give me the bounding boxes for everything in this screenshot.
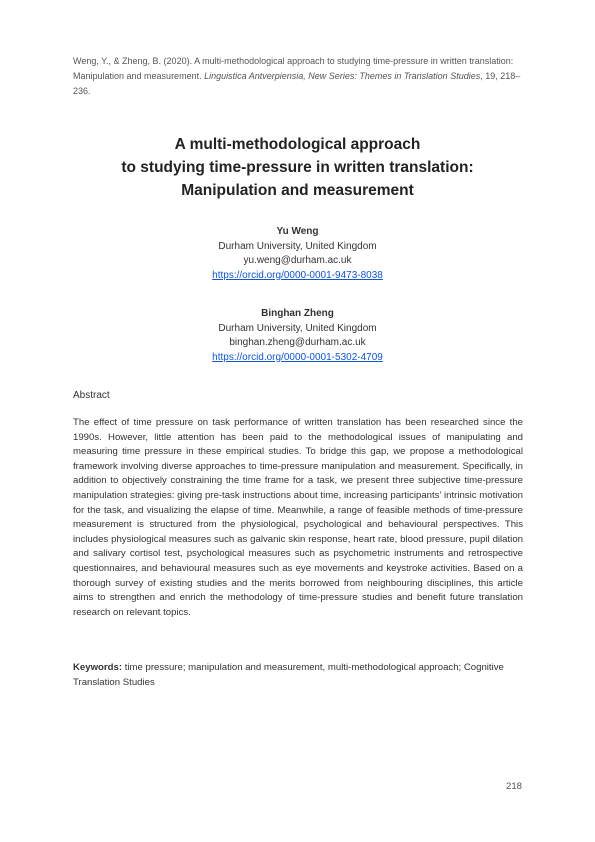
author-orcid-link[interactable]: https://orcid.org/0000-0001-5302-4709 xyxy=(212,351,383,363)
author-name: Binghan Zheng xyxy=(261,308,334,319)
author-block-1 xyxy=(60,225,535,283)
author-affiliation: Durham University, United Kingdom xyxy=(218,240,377,252)
title-line-2: to studying time-pressure in written translation: xyxy=(121,159,474,176)
citation-journal: Linguistica Antverpiensia, New Series: Themes in Translation Studies xyxy=(204,71,481,81)
citation-volume: , 19 xyxy=(480,71,496,81)
citation xyxy=(73,54,528,99)
author-name: Yu Weng xyxy=(276,226,319,237)
keywords-label: Keywords: xyxy=(73,662,123,673)
page-number: 218 xyxy=(505,781,522,792)
author-email: yu.weng@durham.ac.uk xyxy=(243,255,352,266)
abstract-body: The effect of time pressure on task performance of written translation has been researched since the 1990s. However, little attention has been paid to the methodological issues of manipulating and measuring time pressure in these empirical studies. To bridge this gap, we propose a methodological framework involving diverse approaches to time-pressure manipulation and measurement. Specifically, in addition to objectively constraining the time frame for a task, we present three subjective time-pressure manipulation strategies: giving pre-task instructions about time, increasing participants’ intrinsic motivation for the task, and visualizing the elapse of time. Meanwhile, a range of feasible methods of time-pressure measurement is structured from the physiological, psychological and behavioural perspectives. This includes physiological measures such as galvanic skin response, heart rate, blood pressure, pupil dilation and salivary cortisol test, psychological measures such as psychometric instruments and retrospective questionnaires, and behavioural measures such as eye movements and keystroke activities. Based on a thorough survey of existing studies and the merits borrowed from neighbouring disciplines, this article aims to strengthen and enrich the methodology of time-pressure studies and benefit future translation research on relevant topics. xyxy=(73,417,523,618)
author-affiliation: Durham University, United Kingdom xyxy=(218,322,377,334)
author-orcid-link[interactable]: https://orcid.org/0000-0001-9473-8038 xyxy=(212,269,383,281)
keywords xyxy=(73,661,523,690)
citation-pages: , 218–236. xyxy=(73,71,521,96)
abstract-heading: Abstract xyxy=(73,390,110,401)
title-line-3: Manipulation and measurement xyxy=(181,182,414,199)
paper-title xyxy=(60,133,535,202)
keywords-text: time pressure; manipulation and measurement, multi-methodological approach; Cognitive Translation Studies xyxy=(73,662,504,688)
citation-text: Weng, Y., & Zheng, B. (2020). A multi-methodological approach to studying time-pressure in written translation: Manipulation and measurement. xyxy=(73,56,514,81)
author-email: binghan.zheng@durham.ac.uk xyxy=(229,337,366,348)
title-line-1: A multi-methodological approach xyxy=(174,136,421,153)
author-block-2 xyxy=(60,307,535,365)
